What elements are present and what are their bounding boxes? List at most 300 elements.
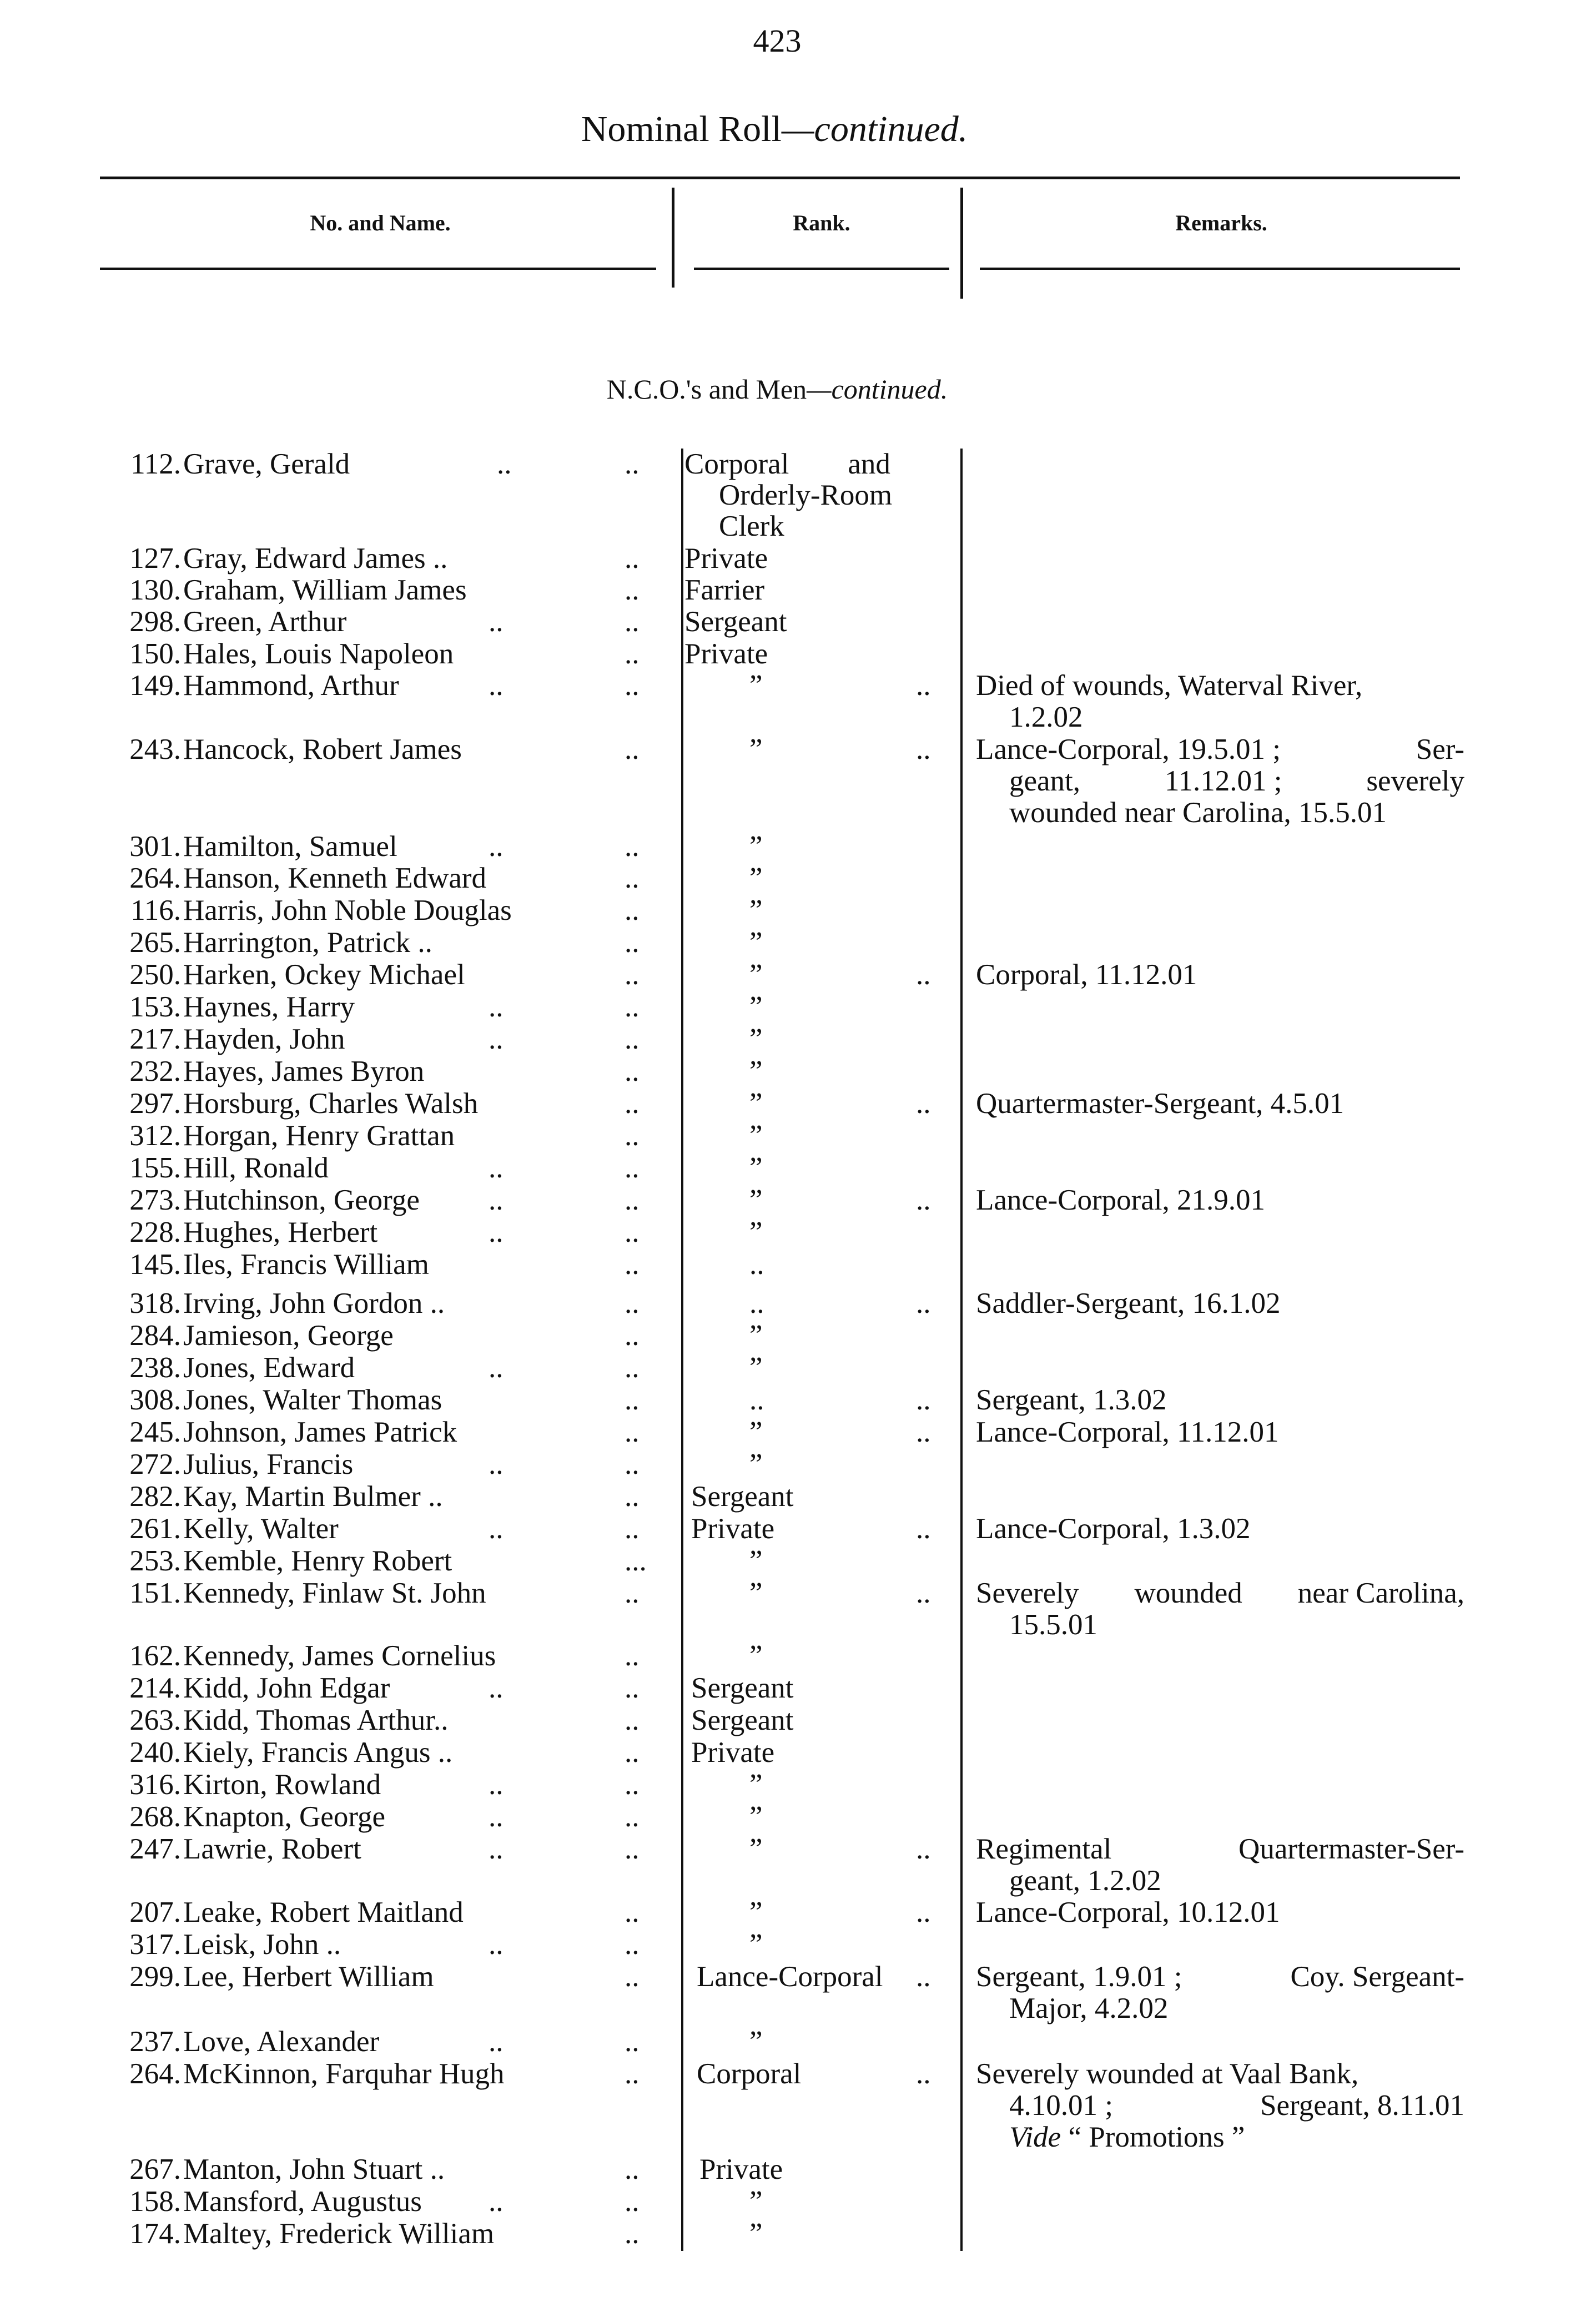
leader-dots: .. — [625, 1319, 640, 1352]
table-row — [0, 831, 1596, 864]
table-row — [0, 1120, 1596, 1154]
remark-line-justified — [976, 765, 1464, 797]
leader-dots: .. — [625, 1577, 640, 1609]
remark-line-justified — [976, 1961, 1464, 1993]
leader-dots: .. — [489, 1513, 504, 1545]
leader-dots: .. — [625, 1152, 640, 1184]
leader-dots: .. — [489, 606, 504, 638]
entry-rank: Private — [684, 638, 768, 670]
table-row — [0, 1152, 1596, 1186]
remark-jones-walter: Sergeant, 1.3.02 — [976, 1384, 1167, 1416]
leader-dots: .. — [497, 448, 512, 480]
table-row — [0, 1769, 1596, 1802]
entry-name: Graham, William James — [183, 574, 467, 606]
entry-number: 245. — [129, 1416, 181, 1448]
remark-part: wounded — [1134, 1577, 1242, 1609]
entry-rank: ” — [749, 959, 763, 991]
leader-dots: .. — [625, 2185, 640, 2218]
entry-number: 318. — [129, 1287, 181, 1319]
remark-part: near Carolina, — [1297, 1577, 1464, 1609]
table-row — [0, 1056, 1596, 1089]
leader-dots: .. — [489, 1833, 504, 1865]
leader-dots: .. — [625, 926, 640, 959]
entry-name: Kay, Martin Bulmer .. — [183, 1480, 443, 1513]
table-row — [0, 2186, 1596, 2219]
table-row — [0, 1352, 1596, 1386]
entry-name: Hancock, Robert James — [183, 733, 462, 765]
entry-rank: ” — [749, 669, 763, 702]
table-row — [0, 2026, 1596, 2059]
entry-rank: ” — [749, 894, 763, 926]
entry-rank: ” — [749, 1769, 763, 1801]
entry-number: 264. — [129, 862, 181, 894]
leader-dots: .. — [489, 2026, 504, 2058]
remark-line: Major, 4.2.02 — [1009, 1992, 1169, 2024]
entry-rank: ” — [749, 1416, 763, 1448]
remark-line: 1.2.02 — [1009, 701, 1083, 733]
leader-dots: .. — [916, 1287, 931, 1319]
leader-dots: .. — [625, 542, 640, 575]
table-row — [0, 1705, 1596, 1738]
leader-dots: .. — [625, 1448, 640, 1480]
leader-dots: .. — [916, 733, 931, 765]
table-row — [0, 543, 1596, 576]
entry-rank: ” — [749, 926, 763, 959]
entry-number: 158. — [129, 2185, 181, 2218]
entry-number: 308. — [129, 1384, 181, 1416]
entry-name: Grave, Gerald — [183, 448, 350, 480]
entry-rank: ” — [749, 1216, 763, 1248]
entry-name: Harris, John Noble Douglas — [183, 894, 512, 926]
entry-rank: ” — [749, 733, 763, 765]
leader-dots: .. — [625, 830, 640, 863]
entry-number: 267. — [129, 2153, 181, 2185]
remark-line: Severely wounded at Vaal Bank, — [976, 2058, 1359, 2090]
entry-name: Kennedy, Finlaw St. John — [183, 1577, 486, 1609]
entry-name: Jamieson, George — [183, 1319, 394, 1352]
remark-line-justified — [976, 2090, 1464, 2122]
entry-number: 247. — [129, 1833, 181, 1865]
entry-name: Hughes, Herbert — [183, 1216, 378, 1248]
leader-dots: .. — [625, 1055, 640, 1087]
entry-name: Love, Alexander — [183, 2026, 380, 2058]
entry-rank: Private — [691, 1736, 775, 1769]
remark-irving: Saddler-Sergeant, 16.1.02 — [976, 1287, 1281, 1319]
remark-leake: Lance-Corporal, 10.12.01 — [976, 1896, 1280, 1928]
entry-name: Hamilton, Samuel — [183, 830, 397, 863]
entry-name: Hammond, Arthur — [183, 669, 399, 702]
remark-line: geant, 1.2.02 — [1009, 1865, 1161, 1897]
leader-dots: .. — [489, 1769, 504, 1801]
title-continued: —continued. — [781, 109, 968, 149]
table-row — [0, 927, 1596, 960]
leader-dots: .. — [916, 1087, 931, 1120]
leader-dots: .. — [625, 2026, 640, 2058]
entry-name: Kelly, Walter — [183, 1513, 339, 1545]
entry-rank: ” — [749, 2185, 763, 2218]
entry-rank: ” — [749, 1319, 763, 1352]
entry-number: 284. — [129, 1319, 181, 1352]
leader-dots: .. — [489, 1928, 504, 1961]
remark-lawrie — [976, 1834, 1464, 1897]
leader-dots: .. — [625, 448, 640, 480]
entry-rank: ” — [749, 1928, 763, 1961]
entry-rank: ” — [749, 1152, 763, 1184]
entry-number: 253. — [129, 1545, 181, 1577]
leader-dots: .. — [625, 1704, 640, 1736]
entry-name: Hayes, James Byron — [183, 1055, 425, 1087]
leader-dots: .. — [489, 669, 504, 702]
remark-lee — [976, 1961, 1464, 2024]
table-row — [0, 991, 1596, 1025]
leader-dots: .. — [625, 574, 640, 606]
entry-number: 297. — [129, 1087, 181, 1120]
entry-name: Green, Arthur — [183, 606, 347, 638]
entry-number: 312. — [129, 1120, 181, 1152]
remark-part: Lance-Corporal, 19.5.01 ; — [976, 733, 1281, 765]
entry-name: Horgan, Henry Grattan — [183, 1120, 455, 1152]
table-row — [0, 1673, 1596, 1706]
table-row — [0, 1737, 1596, 1770]
entry-number: 282. — [129, 1480, 181, 1513]
entry-rank: ” — [749, 1023, 763, 1055]
entry-number: 265. — [129, 926, 181, 959]
table-row — [0, 575, 1596, 608]
entry-rank: ” — [749, 2218, 763, 2250]
leader-dots: .. — [625, 1416, 640, 1448]
remark-kelly: Lance-Corporal, 1.3.02 — [976, 1513, 1251, 1545]
entry-rank: Lance-Corporal — [697, 1961, 883, 1993]
remark-line-vide — [976, 2122, 1464, 2153]
entry-number: 214. — [129, 1672, 181, 1704]
leader-dots: .. — [625, 991, 640, 1023]
entry-rank: Private — [684, 542, 768, 575]
remark-part: 11.12.01 ; — [1164, 765, 1282, 797]
entry-name: Iles, Francis William — [183, 1248, 429, 1281]
leader-dots: .. — [625, 1928, 640, 1961]
leader-dots: .. — [625, 1769, 640, 1801]
entry-name: Manton, John Stuart .. — [183, 2153, 445, 2185]
entry-name: Kiely, Francis Angus .. — [183, 1736, 453, 1769]
leader-dots: .. — [489, 991, 504, 1023]
leader-dots: .. — [916, 1577, 931, 1609]
remark-part: Sergeant, 1.9.01 ; — [976, 1961, 1182, 1993]
entry-rank: ” — [749, 2026, 763, 2058]
leader-dots: .. — [625, 1961, 640, 1993]
leader-dots: .. — [916, 2058, 931, 2090]
remark-line: 15.5.01 — [1009, 1609, 1097, 1641]
entry-number: 174. — [129, 2218, 181, 2250]
table-row — [0, 863, 1596, 896]
remark-line-justified — [976, 1578, 1464, 1609]
remark-hutchinson: Lance-Corporal, 21.9.01 — [976, 1184, 1265, 1216]
entry-name: Hales, Louis Napoleon — [183, 638, 454, 670]
leader-dots: .. — [625, 1287, 640, 1319]
leader-dots: .. — [916, 1961, 931, 1993]
leader-dots: .. — [625, 1801, 640, 1833]
leader-dots: .. — [625, 1216, 640, 1248]
leader-dots: .. — [489, 1184, 504, 1216]
remark-mckinnon — [976, 2058, 1464, 2153]
entry-name: Horsburg, Charles Walsh — [183, 1087, 479, 1120]
leader-dots: .. — [916, 1184, 931, 1216]
leader-dots: .. — [916, 1833, 931, 1865]
entry-name: Harken, Ockey Michael — [183, 959, 465, 991]
entry-number: 145. — [129, 1248, 181, 1281]
table-row — [0, 1024, 1596, 1057]
entry-number: 317. — [129, 1928, 181, 1961]
entry-name: Lawrie, Robert — [183, 1833, 361, 1865]
table-row — [0, 606, 1596, 639]
entry-rank: .. — [749, 1384, 764, 1416]
remark-part: Sergeant, 8.11.01 — [1260, 2089, 1464, 2122]
entry-name: Leake, Robert Maitland — [183, 1896, 464, 1928]
header-divider-1 — [672, 188, 674, 288]
entry-number: 217. — [129, 1023, 181, 1055]
entry-rank: Sergeant — [691, 1704, 794, 1736]
table-row — [0, 1320, 1596, 1353]
leader-dots: .. — [489, 1801, 504, 1833]
entry-number: 316. — [129, 1769, 181, 1801]
remark-harken: Corporal, 11.12.01 — [976, 959, 1197, 991]
entry-rank: ” — [749, 1352, 763, 1384]
leader-dots: .. — [625, 1184, 640, 1216]
leader-dots: .. — [625, 1640, 640, 1672]
entry-rank: ” — [749, 830, 763, 863]
entry-rank: Private — [699, 2153, 783, 2185]
leader-dots: .. — [625, 733, 640, 765]
leader-dots: .. — [625, 1023, 640, 1055]
leader-dots: .. — [489, 1023, 504, 1055]
entry-name: Johnson, James Patrick — [183, 1416, 457, 1448]
entry-rank: ” — [749, 1801, 763, 1833]
leader-dots: .. — [625, 669, 640, 702]
entry-rank: ” — [749, 1120, 763, 1152]
section-heading — [0, 373, 1554, 405]
rank-continuation: Orderly-Room — [719, 479, 893, 511]
page-title — [0, 108, 1549, 150]
entry-number: 261. — [129, 1513, 181, 1545]
leader-dots: .. — [625, 1087, 640, 1120]
entry-name: Leisk, John .. — [183, 1928, 341, 1961]
table-row — [0, 1545, 1596, 1579]
entry-rank: ” — [749, 1640, 763, 1672]
entry-rank: Farrier — [684, 574, 765, 606]
leader-dots: .. — [489, 1152, 504, 1184]
remark-part: Coy. Sergeant- — [1290, 1961, 1464, 1993]
remark-line-justified — [976, 734, 1464, 765]
entry-number: 272. — [129, 1448, 181, 1480]
table-row — [0, 2154, 1596, 2187]
remark-part: Ser- — [1416, 733, 1464, 765]
entry-name: Jones, Walter Thomas — [183, 1384, 442, 1416]
entry-number: 112. — [130, 448, 181, 480]
remark-line: Died of wounds, Waterval River, — [976, 669, 1363, 702]
entry-name: Kirton, Rowland — [183, 1769, 381, 1801]
entry-name: Maltey, Frederick William — [183, 2218, 495, 2250]
remark-part: Quartermaster-Ser- — [1238, 1833, 1464, 1865]
entry-rank: .. — [749, 1248, 764, 1281]
leader-dots: .. — [625, 894, 640, 926]
remark-horsburg: Quartermaster-Sergeant, 4.5.01 — [976, 1087, 1345, 1120]
remark-hancock — [976, 734, 1464, 829]
leader-dots: .. — [625, 1736, 640, 1769]
remark-kennedy-finlaw — [976, 1578, 1464, 1641]
column-header-remarks: Remarks. — [1175, 210, 1267, 235]
entry-name: Kidd, John Edgar — [183, 1672, 390, 1704]
section-continued: —continued. — [807, 374, 948, 405]
entry-rank: ” — [749, 1448, 763, 1480]
header-bottom-rule-rank — [694, 268, 949, 270]
leader-dots: ... — [625, 1545, 647, 1577]
leader-dots: .. — [625, 1248, 640, 1281]
leader-dots: .. — [625, 1384, 640, 1416]
leader-dots: .. — [625, 2218, 640, 2250]
title-main: Nominal Roll — [581, 109, 782, 149]
remark-part: “ Promotions ” — [1068, 2121, 1245, 2153]
table-row — [0, 1640, 1596, 1674]
entry-number: 299. — [129, 1961, 181, 1993]
entry-number: 238. — [129, 1352, 181, 1384]
entry-number: 250. — [129, 959, 181, 991]
remark-johnson: Lance-Corporal, 11.12.01 — [976, 1416, 1279, 1448]
leader-dots: .. — [489, 2185, 504, 2218]
column-header-rank: Rank. — [793, 210, 850, 235]
remark-part: severely — [1366, 765, 1464, 797]
entry-number: 150. — [129, 638, 181, 670]
rank-continuation: Clerk — [719, 510, 784, 542]
leader-dots: .. — [625, 1120, 640, 1152]
remark-line: wounded near Carolina, 15.5.01 — [1009, 797, 1387, 829]
entry-number: 155. — [129, 1152, 181, 1184]
table-row — [0, 1217, 1596, 1250]
entry-number: 232. — [129, 1055, 181, 1087]
entry-rank: .. — [749, 1287, 764, 1319]
leader-dots: .. — [625, 1896, 640, 1928]
column-header-name: No. and Name. — [310, 210, 451, 235]
header-bottom-rule-remarks — [980, 268, 1460, 270]
entry-name: Lee, Herbert William — [183, 1961, 434, 1993]
entry-name: Jones, Edward — [183, 1352, 355, 1384]
entry-name: Julius, Francis — [183, 1448, 354, 1480]
entry-number: 298. — [129, 606, 181, 638]
leader-dots: .. — [489, 1672, 504, 1704]
entry-name: Hill, Ronald — [183, 1152, 329, 1184]
leader-dots: .. — [916, 1513, 931, 1545]
leader-dots: .. — [625, 2153, 640, 2185]
leader-dots: .. — [916, 1416, 931, 1448]
entry-number: 268. — [129, 1801, 181, 1833]
leader-dots: .. — [489, 1448, 504, 1480]
header-top-rule — [100, 177, 1460, 179]
entry-number: 149. — [129, 669, 181, 702]
leader-dots: .. — [625, 1672, 640, 1704]
entry-number: 116. — [130, 894, 181, 926]
entry-number: 151. — [129, 1577, 181, 1609]
entry-rank: ” — [749, 1896, 763, 1928]
table-row — [0, 1449, 1596, 1482]
entry-name: Knapton, George — [183, 1801, 386, 1833]
entry-number: 240. — [129, 1736, 181, 1769]
page-number: 423 — [753, 23, 802, 59]
entry-number: 162. — [129, 1640, 181, 1672]
table-row — [0, 638, 1596, 672]
leader-dots: .. — [625, 2058, 640, 2090]
entry-number: 301. — [129, 830, 181, 863]
remark-part: 4.10.01 ; — [1009, 2089, 1113, 2122]
entry-name: Haynes, Harry — [183, 991, 355, 1023]
entry-rank: ” — [749, 1184, 763, 1216]
leader-dots: .. — [625, 1352, 640, 1384]
leader-dots: .. — [916, 669, 931, 702]
entry-rank: ” — [749, 991, 763, 1023]
entry-number: 153. — [129, 991, 181, 1023]
entry-number: 264. — [129, 2058, 181, 2090]
entry-name: Hanson, Kenneth Edward — [183, 862, 487, 894]
entry-name: Kidd, Thomas Arthur.. — [183, 1704, 449, 1736]
entry-name: Kemble, Henry Robert — [183, 1545, 452, 1577]
entry-rank: Sergeant — [684, 606, 787, 638]
entry-number: 207. — [129, 1896, 181, 1928]
entry-rank: ” — [749, 862, 763, 894]
entry-name: McKinnon, Farquhar Hugh — [183, 2058, 505, 2090]
leader-dots: .. — [489, 1352, 504, 1384]
entry-number: 237. — [129, 2026, 181, 2058]
entry-rank: Sergeant — [691, 1480, 794, 1513]
entry-rank: ” — [749, 1545, 763, 1577]
remark-part: Regimental — [976, 1833, 1112, 1865]
entry-number: 228. — [129, 1216, 181, 1248]
entry-rank: ” — [749, 1055, 763, 1087]
header-divider-2 — [960, 188, 963, 299]
entry-rank: Private — [691, 1513, 775, 1545]
leader-dots: .. — [916, 1896, 931, 1928]
entry-rank: ” — [749, 1833, 763, 1865]
table-row — [0, 1249, 1596, 1282]
table-row — [0, 1929, 1596, 1962]
leader-dots: .. — [625, 638, 640, 670]
entry-name: Harrington, Patrick .. — [183, 926, 432, 959]
entry-number: 127. — [129, 542, 181, 575]
entry-number: 243. — [129, 733, 181, 765]
entry-name: Gray, Edward James .. — [183, 542, 448, 575]
leader-dots: .. — [489, 1216, 504, 1248]
leader-dots: .. — [625, 1480, 640, 1513]
remark-part: Severely — [976, 1577, 1079, 1609]
entry-name: Irving, John Gordon .. — [183, 1287, 445, 1319]
entry-rank: ” — [749, 1577, 763, 1609]
leader-dots: .. — [916, 1384, 931, 1416]
leader-dots: .. — [625, 959, 640, 991]
entry-name: Mansford, Augustus — [183, 2185, 422, 2218]
leader-dots: .. — [625, 862, 640, 894]
leader-dots: .. — [489, 830, 504, 863]
remark-part: Vide — [1009, 2121, 1061, 2153]
table-row — [0, 1801, 1596, 1835]
leader-dots: .. — [916, 959, 931, 991]
entry-number: 130. — [129, 574, 181, 606]
remark-hammond — [976, 670, 1464, 733]
leader-dots: .. — [625, 606, 640, 638]
entry-name: Kennedy, James Cornelius — [183, 1640, 496, 1672]
table-row — [0, 2218, 1596, 2251]
table-row — [0, 895, 1596, 928]
leader-dots: .. — [625, 1833, 640, 1865]
entry-number: 273. — [129, 1184, 181, 1216]
header-bottom-rule-name — [100, 268, 656, 270]
entry-rank: Corporal and — [684, 448, 890, 480]
table-row — [0, 449, 1596, 482]
